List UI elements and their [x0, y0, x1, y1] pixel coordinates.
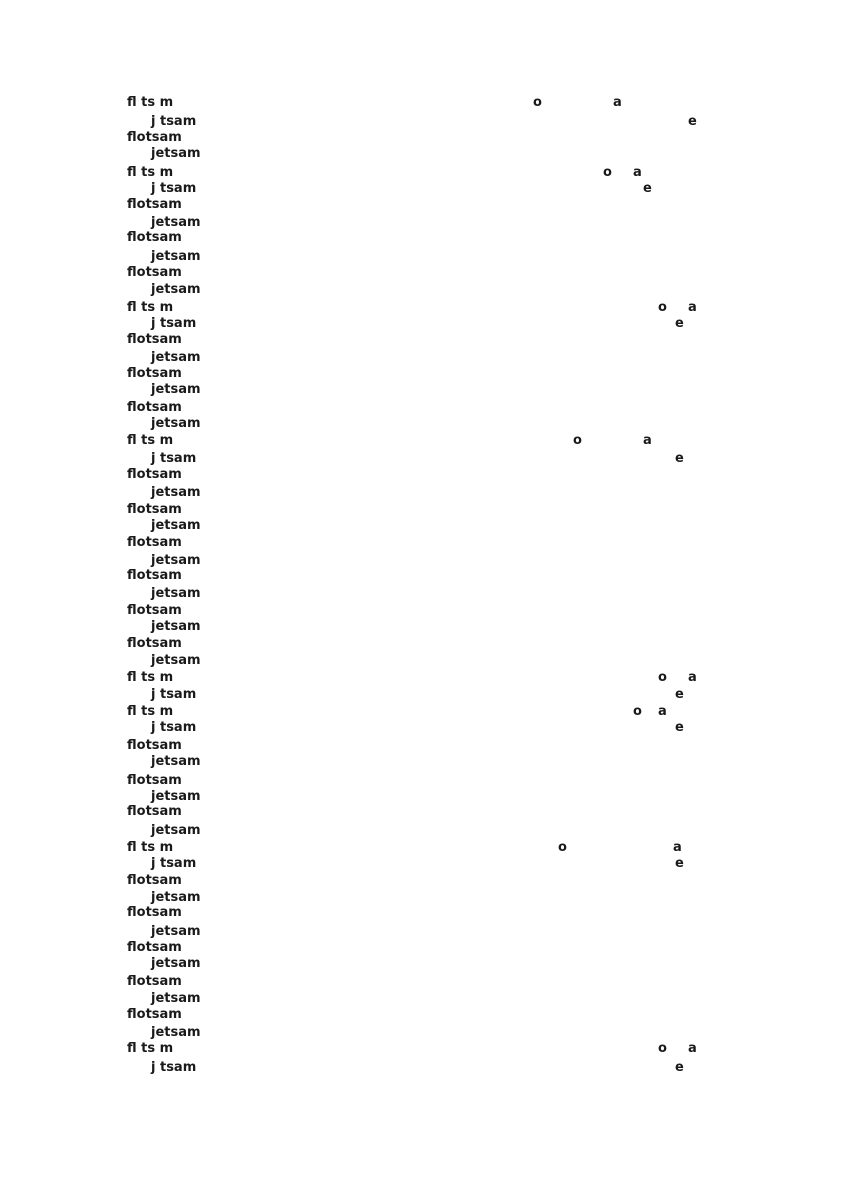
detached-letter: a: [688, 670, 697, 685]
text-line: [0, 146, 847, 162]
jetsam-word: j tsam: [151, 687, 197, 702]
detached-letter: o: [658, 300, 667, 315]
text-line: [0, 130, 847, 146]
text-line: [0, 400, 847, 416]
text-line: [0, 840, 847, 856]
text-line: [0, 670, 847, 686]
jetsam-word: j tsam: [151, 114, 197, 129]
text-line: [0, 433, 847, 449]
text-line: [0, 95, 847, 111]
text-line: [0, 553, 847, 569]
jetsam-word: j tsam: [151, 856, 197, 871]
detached-letter: a: [688, 300, 697, 315]
text-line: [0, 856, 847, 872]
text-line: [0, 502, 847, 518]
flotsam-word: flotsam: [127, 535, 182, 550]
flotsam-word: flotsam: [127, 366, 182, 381]
jetsam-word: jetsam: [151, 890, 201, 905]
text-line: [0, 905, 847, 921]
text-line: [0, 282, 847, 298]
text-line: [0, 754, 847, 770]
flotsam-word: fl ts m: [127, 704, 174, 719]
text-line: [0, 230, 847, 246]
flotsam-word: flotsam: [127, 940, 182, 955]
text-line: [0, 165, 847, 181]
jetsam-word: jetsam: [151, 485, 201, 500]
detached-letter: a: [658, 704, 667, 719]
text-line: [0, 773, 847, 789]
flotsam-word: flotsam: [127, 332, 182, 347]
text-line: [0, 265, 847, 281]
text-line: [0, 619, 847, 635]
detached-letter: o: [558, 840, 567, 855]
text-line: [0, 518, 847, 534]
text-line: [0, 300, 847, 316]
jetsam-word: jetsam: [151, 416, 201, 431]
text-line: [0, 873, 847, 889]
flotsam-word: flotsam: [127, 265, 182, 280]
flotsam-word: flotsam: [127, 773, 182, 788]
text-line: [0, 653, 847, 669]
detached-letter: o: [658, 670, 667, 685]
text-line: [0, 316, 847, 332]
jetsam-word: j tsam: [151, 1060, 197, 1075]
flotsam-word: flotsam: [127, 603, 182, 618]
text-line: [0, 991, 847, 1007]
flotsam-word: fl ts m: [127, 1041, 174, 1056]
detached-letter: a: [633, 165, 642, 180]
flotsam-word: flotsam: [127, 873, 182, 888]
flotsam-word: flotsam: [127, 974, 182, 989]
text-line: [0, 890, 847, 906]
detached-letter: a: [643, 433, 652, 448]
jetsam-word: jetsam: [151, 249, 201, 264]
text-line: [0, 738, 847, 754]
detached-letter: a: [673, 840, 682, 855]
detached-letter: o: [633, 704, 642, 719]
flotsam-word: flotsam: [127, 502, 182, 517]
flotsam-word: flotsam: [127, 804, 182, 819]
flotsam-word: flotsam: [127, 230, 182, 245]
jetsam-word: jetsam: [151, 789, 201, 804]
text-line: [0, 956, 847, 972]
flotsam-word: flotsam: [127, 636, 182, 651]
text-line: [0, 586, 847, 602]
text-line: [0, 704, 847, 720]
jetsam-word: jetsam: [151, 956, 201, 971]
jetsam-word: jetsam: [151, 282, 201, 297]
jetsam-word: jetsam: [151, 350, 201, 365]
detached-letter: o: [573, 433, 582, 448]
jetsam-word: jetsam: [151, 619, 201, 634]
flotsam-word: flotsam: [127, 738, 182, 753]
detached-letter: e: [675, 1060, 684, 1075]
text-line: [0, 382, 847, 398]
detached-letter: e: [675, 856, 684, 871]
flotsam-word: flotsam: [127, 400, 182, 415]
jetsam-word: jetsam: [151, 823, 201, 838]
text-line: [0, 249, 847, 265]
detached-letter: o: [658, 1041, 667, 1056]
detached-letter: e: [675, 451, 684, 466]
jetsam-word: j tsam: [151, 181, 197, 196]
text-line: [0, 332, 847, 348]
detached-letter: o: [603, 165, 612, 180]
detached-letter: e: [675, 316, 684, 331]
detached-letter: e: [675, 720, 684, 735]
flotsam-word: fl ts m: [127, 433, 174, 448]
jetsam-word: jetsam: [151, 991, 201, 1006]
text-line: [0, 366, 847, 382]
text-line: [0, 823, 847, 839]
jetsam-word: jetsam: [151, 146, 201, 161]
jetsam-word: jetsam: [151, 586, 201, 601]
text-line: [0, 197, 847, 213]
jetsam-word: jetsam: [151, 924, 201, 939]
text-line: [0, 114, 847, 130]
jetsam-word: jetsam: [151, 754, 201, 769]
flotsam-word: flotsam: [127, 905, 182, 920]
jetsam-word: jetsam: [151, 553, 201, 568]
jetsam-word: jetsam: [151, 215, 201, 230]
jetsam-word: j tsam: [151, 316, 197, 331]
text-line: [0, 181, 847, 197]
flotsam-word: fl ts m: [127, 840, 174, 855]
flotsam-word: fl ts m: [127, 670, 174, 685]
flotsam-word: flotsam: [127, 1007, 182, 1022]
text-line: [0, 568, 847, 584]
text-line: [0, 687, 847, 703]
text-line: [0, 1025, 847, 1041]
flotsam-word: fl ts m: [127, 300, 174, 315]
jetsam-word: jetsam: [151, 518, 201, 533]
text-line: [0, 974, 847, 990]
flotsam-word: flotsam: [127, 130, 182, 145]
jetsam-word: j tsam: [151, 451, 197, 466]
flotsam-word: fl ts m: [127, 95, 174, 110]
text-line: [0, 1041, 847, 1057]
text-line: [0, 485, 847, 501]
jetsam-word: j tsam: [151, 720, 197, 735]
text-line: [0, 416, 847, 432]
text-line: [0, 924, 847, 940]
text-line: [0, 350, 847, 366]
detached-letter: e: [675, 687, 684, 702]
detached-letter: a: [688, 1041, 697, 1056]
jetsam-word: jetsam: [151, 1025, 201, 1040]
text-line: [0, 789, 847, 805]
text-line: [0, 720, 847, 736]
text-line: [0, 636, 847, 652]
detached-letter: e: [688, 114, 697, 129]
text-line: [0, 1007, 847, 1023]
flotsam-word: fl ts m: [127, 165, 174, 180]
jetsam-word: jetsam: [151, 653, 201, 668]
text-line: [0, 804, 847, 820]
text-line: [0, 1060, 847, 1076]
flotsam-word: flotsam: [127, 197, 182, 212]
detached-letter: a: [613, 95, 622, 110]
flotsam-word: flotsam: [127, 467, 182, 482]
text-line: [0, 467, 847, 483]
text-line: [0, 940, 847, 956]
text-line: [0, 451, 847, 467]
detached-letter: o: [533, 95, 542, 110]
jetsam-word: jetsam: [151, 382, 201, 397]
flotsam-word: flotsam: [127, 568, 182, 583]
detached-letter: e: [643, 181, 652, 196]
text-line: [0, 603, 847, 619]
text-line: [0, 215, 847, 231]
text-line: [0, 535, 847, 551]
